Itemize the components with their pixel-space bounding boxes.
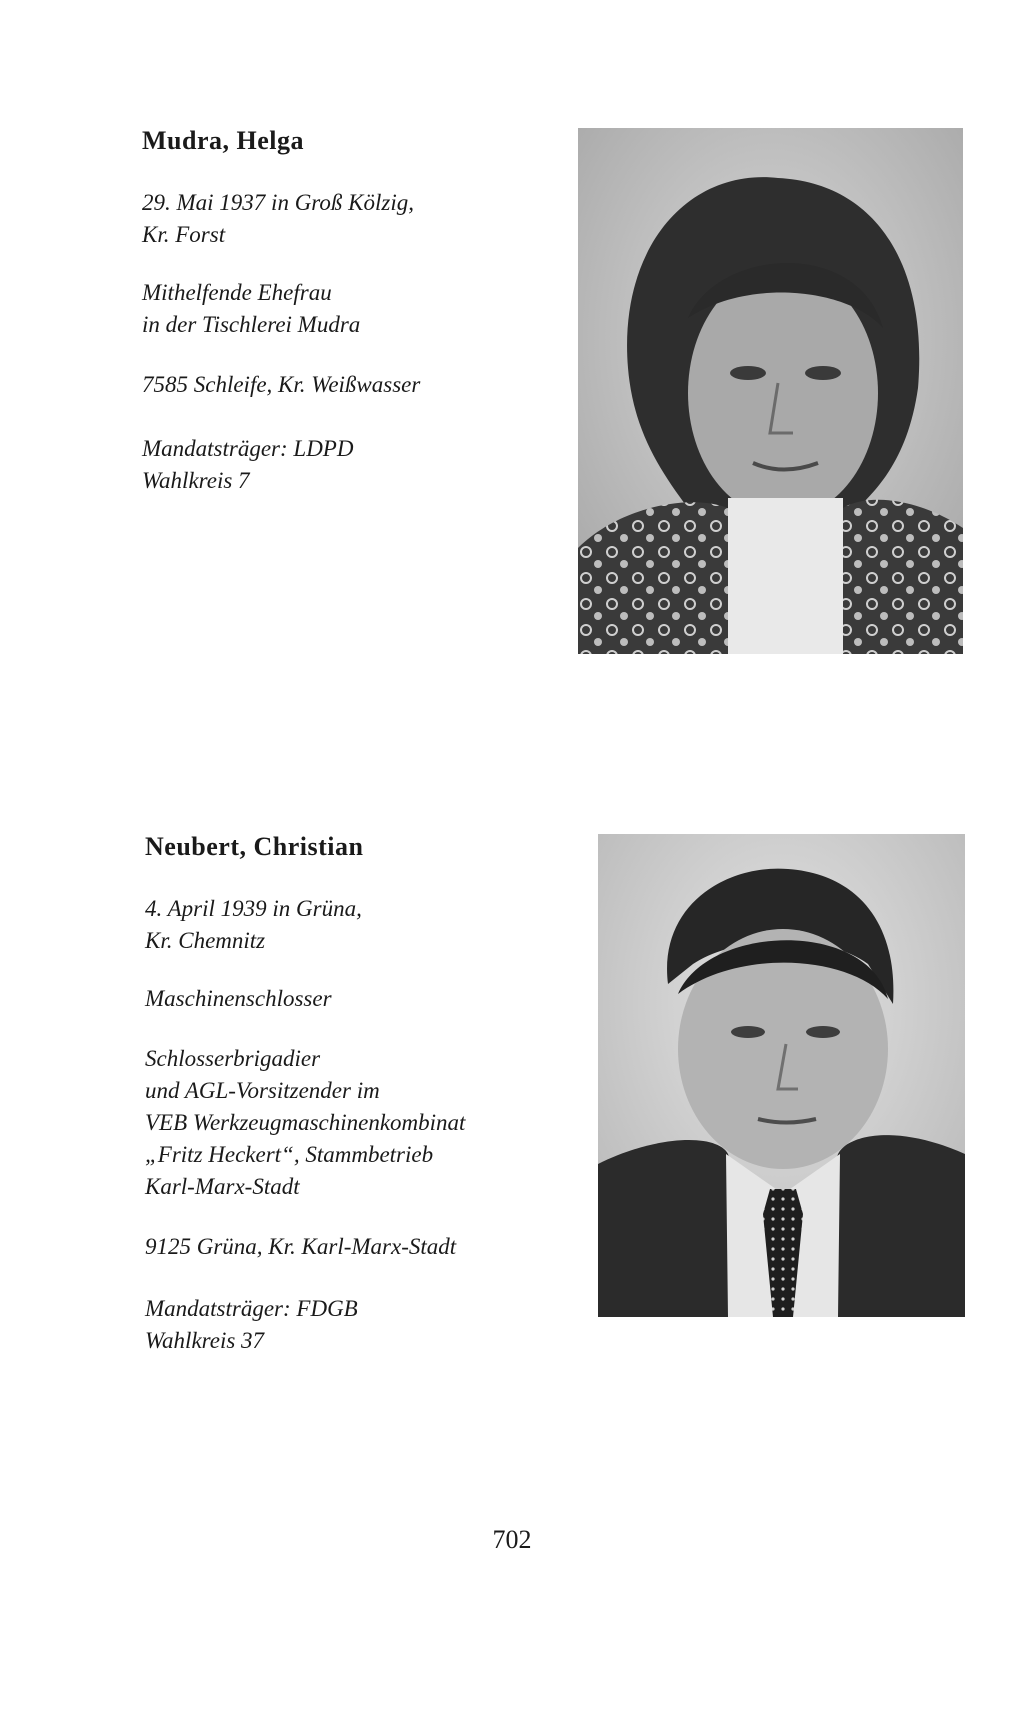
- mandate: Mandatsträger: LDPD: [142, 436, 354, 461]
- occupation: Maschinenschlosser: [145, 986, 332, 1011]
- birth-line-2: Kr. Chemnitz: [145, 928, 266, 953]
- district: Wahlkreis 7: [142, 468, 250, 493]
- address: 7585 Schleife, Kr. Weißwasser: [142, 372, 421, 397]
- portrait-photo: [598, 834, 965, 1317]
- position-line-2: und AGL-Vorsitzender im: [145, 1078, 380, 1103]
- portrait-photo: [578, 128, 963, 654]
- position-line-1: Schlosserbrigadier: [145, 1046, 321, 1071]
- position-line-5: Karl-Marx-Stadt: [145, 1174, 300, 1199]
- position-line-3: VEB Werkzeugmaschinenkombinat: [145, 1110, 466, 1135]
- occupation-line-1: Mithelfende Ehefrau: [142, 280, 332, 305]
- position-line-4: „Fritz Heckert“, Stammbetrieb: [145, 1142, 434, 1167]
- page-number: 702: [492, 1525, 532, 1554]
- birth-line-2: Kr. Forst: [142, 222, 226, 247]
- entry-name: Neubert, Christian: [145, 832, 364, 861]
- entry-name: Mudra, Helga: [142, 126, 304, 155]
- occupation-line-2: in der Tischlerei Mudra: [142, 312, 361, 337]
- district: Wahlkreis 37: [145, 1328, 265, 1353]
- mandate: Mandatsträger: FDGB: [145, 1296, 358, 1321]
- birth-line-1: 4. April 1939 in Grüna,: [145, 896, 362, 921]
- address: 9125 Grüna, Kr. Karl-Marx-Stadt: [145, 1234, 457, 1259]
- birth-line-1: 29. Mai 1937 in Groß Kölzig,: [142, 190, 414, 215]
